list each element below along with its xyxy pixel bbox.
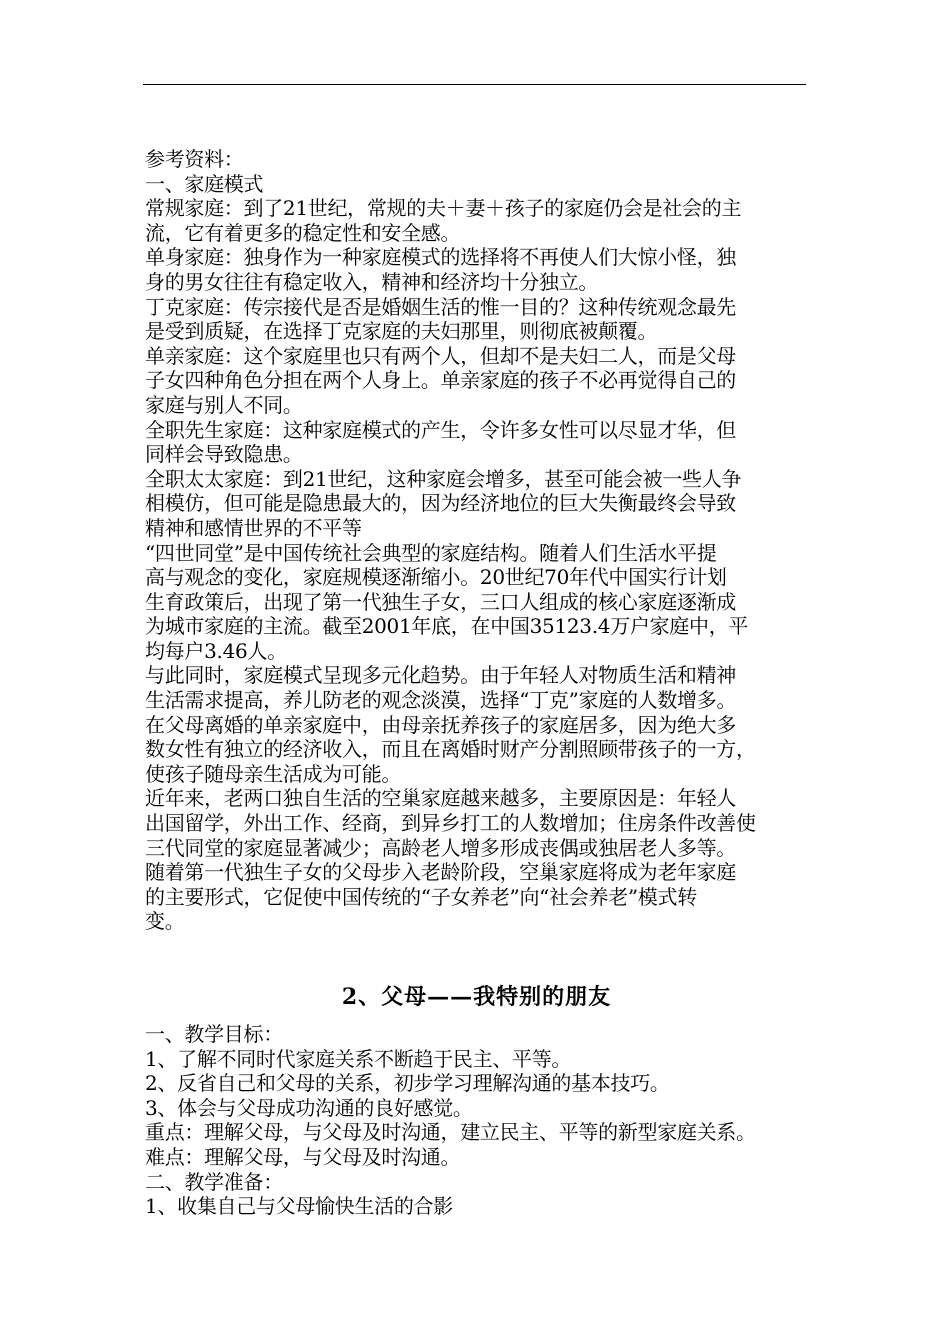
paragraph-line: 子女四种角色分担在两个人身上。单亲家庭的孩子不必再觉得自己的 — [145, 368, 736, 393]
teaching-prep-heading: 二、教学准备： — [145, 1169, 283, 1194]
goal-item: 1、了解不同时代家庭关系不断趋于民主、平等。 — [145, 1046, 572, 1071]
paragraph-line: 数女性有独立的经济收入，而且在离婚时财产分割照顾带孩子的一方， — [145, 737, 756, 762]
paragraph-line: 单亲家庭：这个家庭里也只有两个人，但却不是夫妇二人，而是父母 — [145, 343, 736, 368]
paragraph-line: 全职太太家庭：到21世纪，这种家庭会增多，甚至可能会被一些人争 — [145, 466, 742, 491]
paragraph-line: 流，它有着更多的稳定性和安全感。 — [145, 220, 461, 245]
lesson-section — [145, 1022, 825, 1219]
section-heading: 2、父母——我特别的朋友 — [341, 984, 612, 1010]
paragraph-line: 变。 — [145, 909, 185, 934]
paragraph-line: 均每户3.46人。 — [145, 638, 287, 663]
paragraph-line: 生育政策后，出现了第一代独生子女，三口人组成的核心家庭逐渐成 — [145, 589, 736, 614]
goal-item: 2、反省自己和父母的关系，初步学习理解沟通的基本技巧。 — [145, 1071, 670, 1096]
reference-section — [145, 147, 825, 934]
paragraph-line: 的主要形式，它促使中国传统的“子女养老”向“社会养老”模式转 — [145, 884, 697, 909]
paragraph-line: 高与观念的变化，家庭规模逐渐缩小。20世纪70年代中国实行计划 — [145, 565, 727, 590]
paragraph-line: 使孩子随母亲生活成为可能。 — [145, 761, 402, 786]
paragraph-line: 在父母离婚的单亲家庭中，由母亲抚养孩子的家庭居多，因为绝大多 — [145, 712, 736, 737]
paragraph-line: 单身家庭：独身作为一种家庭模式的选择将不再使人们大惊小怪，独 — [145, 245, 736, 270]
prep-item: 1、收集自己与父母愉快生活的合影 — [145, 1194, 453, 1219]
paragraph-line: 常规家庭：到了21世纪，常规的夫＋妻＋孩子的家庭仍会是社会的主 — [145, 196, 742, 221]
paragraph-line: 身的男女往往有稳定收入，精神和经济均十分独立。 — [145, 269, 599, 294]
paragraph-line: 相模仿，但可能是隐患最大的，因为经济地位的巨大失衡最终会导致 — [145, 491, 736, 516]
paragraph-line: 随着第一代独生子女的父母步入老龄阶段，空巢家庭将成为老年家庭 — [145, 860, 736, 885]
key-point: 重点：理解父母，与父母及时沟通，建立民主、平等的新型家庭关系。 — [145, 1120, 756, 1145]
paragraph-line: 出国留学，外出工作、经商，到异乡打工的人数增加；住房条件改善使 — [145, 811, 756, 836]
paragraph-line: 全职先生家庭：这种家庭模式的产生，令许多女性可以尽显才华，但 — [145, 417, 736, 442]
paragraph-line: 家庭与别人不同。 — [145, 392, 303, 417]
paragraph-line: 是受到质疑，在选择丁克家庭的夫妇那里，则彻底被颠覆。 — [145, 319, 658, 344]
reference-title: 参考资料： — [145, 147, 244, 171]
paragraph-line: 丁克家庭：传宗接代是否是婚姻生活的惟一目的？这种传统观念最先 — [145, 294, 736, 319]
paragraph-line: 三代同堂的家庭显著减少；高龄老人增多形成丧偶或独居老人多等。 — [145, 835, 736, 860]
paragraph-line: “四世同堂”是中国传统社会典型的家庭结构。随着人们生活水平提 — [145, 540, 717, 565]
paragraph-line: 同样会导致隐患。 — [145, 442, 303, 467]
paragraph-line: 近年来，老两口独自生活的空巢家庭越来越多，主要原因是：年轻人 — [145, 786, 736, 811]
family-mode-heading: 一、家庭模式 — [145, 171, 264, 196]
paragraph-line: 精神和感情世界的不平等 — [145, 515, 362, 540]
paragraph-line: 与此同时，家庭模式呈现多元化趋势。由于年轻人对物质生活和精神 — [145, 663, 736, 688]
header-rule — [143, 84, 806, 85]
goal-item: 3、体会与父母成功沟通的良好感觉。 — [145, 1095, 473, 1120]
difficult-point: 难点：理解父母，与父母及时沟通。 — [145, 1144, 461, 1169]
teaching-goals-heading: 一、教学目标： — [145, 1022, 283, 1046]
paragraph-line: 为城市家庭的主流。截至2001年底，在中国35123.4万户家庭中，平 — [145, 614, 749, 639]
paragraph-line: 生活需求提高，养儿防老的观念淡漠，选择“丁克”家庭的人数增多。 — [145, 688, 737, 713]
